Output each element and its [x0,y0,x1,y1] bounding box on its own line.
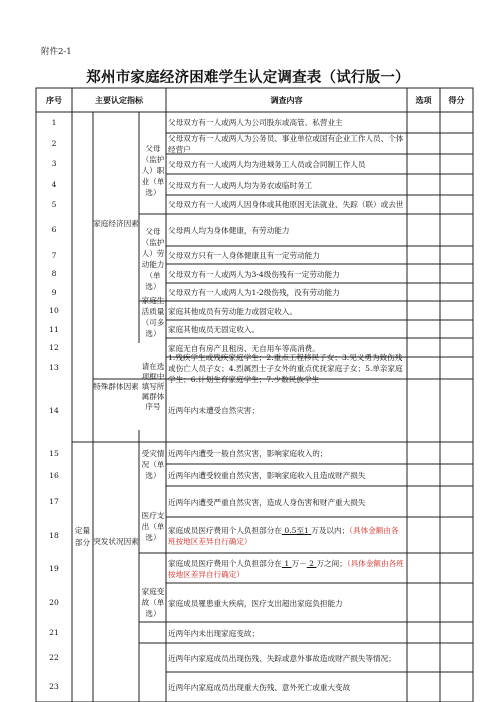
row-content-text: 家庭成员罹患重大疾病，医疗支出超出家庭负担能力 [168,598,343,608]
group-change: 家庭变故（单选） [141,586,165,618]
amount-field: 1 [281,558,292,568]
row-content-text: 近两年内遭受严重自然灾害，造成人身伤害和财产重大损失 [168,497,366,507]
row-content-text: 家庭成员医疗费用个人负担部分在 1 万－ 2 万之间；（具体金额由各班按地区差异自行确定） [168,558,404,579]
row-content-text: 近两年内未出现家庭变故； [168,628,260,638]
amount-field: 2 [306,558,317,568]
group-disaster: 受灾情况（单选） [141,448,165,480]
row-number: 4 [51,180,57,190]
row-number: 17 [49,497,59,507]
row-number: 11 [49,324,59,334]
row-number: 14 [49,405,59,415]
row-content-text: 近两年内家庭成员出现重大伤残、意外死亡或重大变故 [168,682,351,692]
row-content [168,196,406,213]
row-content-text: 父母双方有一人或两人因身体或其他原因无法就业、失踪（联）或去世 [168,200,404,210]
amount-note: （具体金额由各班按地区差异自行确定） [168,558,404,579]
row-number: 20 [49,598,59,608]
amount-note: （具体金额由各班按地区差异自行确定） [168,525,399,546]
row-number: 9 [51,287,57,297]
group-occupation: 父母（监护人）职业（单选） [141,143,165,197]
amount-field: 0.5至1 [281,525,312,535]
group-special-sub: 请在选项框中填写所属群体序号 [141,361,165,411]
row-content [168,247,406,264]
row-content-text: 父母双方只有一人身体健康且有一定劳动能力 [168,251,320,261]
row-content [168,584,406,622]
row-content-text: 父母双方有一人或两人为公务员、事业单位或国有企业工作人员、个体经营户 [168,133,404,154]
row-content-text: 近两年内遭受一般自然灾害，影响家庭收入的； [168,449,328,459]
row-number: 8 [51,269,57,279]
row-content [168,175,406,195]
row-content [168,134,406,154]
attachment-label: 附件2-1 [41,47,72,57]
header-indicator: 主要认定指标 [95,95,143,105]
group-special: 特殊群体因素 [93,381,139,391]
row-content-text: 1.残疾学生或残疾家庭学生；2.重点工程移民子女；3.见义勇为致伤残或伤亡人员子女；4.烈属烈士子女外的重点优抚家庭子女；5.单亲家庭学生；6.计划生育家庭学生；7.少数民族学生 [168,352,403,384]
row-number: 23 [49,682,59,692]
row-number: 12 [49,343,59,353]
row-content [168,284,406,301]
row-number: 13 [49,363,59,373]
group-quant: 定量部分 [74,526,91,547]
row-content-text: 近两年内遭受较重自然灾害，影响家庭收入且造成财产损失 [168,471,366,481]
row-content [168,215,406,246]
header-seq: 序号 [46,95,62,105]
row-content [168,487,406,517]
row-content-text: 近两年内未遭受自然灾害； [168,406,260,416]
row-content [168,644,406,672]
row-content [168,673,406,702]
row-content [168,155,406,175]
group-medical: 医疗支出（单选） [141,510,165,542]
group-labor: 父母（监护人）劳动能力（单选） [141,227,165,291]
row-content [168,302,406,319]
row-content [168,465,406,486]
row-number: 21 [49,628,59,638]
row-content-text: 家庭成员医疗费用个人负担部分在 0.5至1 万及以内；（具体金额由各班按地区差异自行确定） [168,525,399,546]
row-number: 3 [51,159,57,169]
row-number: 16 [49,470,59,480]
row-content [168,518,406,553]
row-content [168,265,406,282]
header-score: 得分 [448,95,465,105]
page-title: 郑州市家庭经济困难学生认定调查表（试行版一） [86,70,410,86]
row-content-text: 家庭其他成员有劳动能力或固定收入。 [168,306,298,316]
group-quality: 家庭生活质量（可多选） [141,296,165,338]
row-content-text: 家庭其他成员无固定收入。 [168,325,260,335]
row-content-text: 父母双方有一人或两人为公司股东或高管、私营业主 [168,118,343,128]
row-content [168,352,406,384]
header-content: 调查内容 [270,95,303,105]
row-content [168,113,406,133]
header-option: 选项 [415,95,432,105]
row-number: 5 [51,199,57,209]
row-content-text: 近两年内家庭成员出现伤残、失踪或意外事故造成财产损失等情况； [168,653,396,663]
row-content-text: 家庭无自有房产且租房、无自用车等高消费。 [168,343,320,353]
group-family-econ: 家庭经济因素 [93,219,139,228]
row-number: 22 [49,653,59,663]
row-content [168,380,406,443]
row-number: 2 [51,138,57,148]
group-sudden: 突发状况因素 [93,537,139,546]
row-content [168,623,406,643]
row-content [168,443,406,464]
row-number: 18 [49,530,59,540]
row-number: 6 [51,225,57,235]
row-number: 15 [49,448,59,458]
row-number: 1 [51,117,57,127]
row-number: 19 [49,563,59,573]
row-number: 10 [49,306,59,316]
row-content [168,321,406,338]
row-content-text: 父母双方有一人或两人为3-4级伤残有一定劳动能力 [168,269,340,279]
row-content-text: 父母双方有一人或两人为1-2级伤残，没有劳动能力 [168,288,340,298]
row-content-text: 父母两人均为身体健康，有劳动能力 [168,225,290,235]
row-content [168,554,406,583]
row-content-text: 父母双方有一人或两人均为进城务工人员或合同制工作人员 [168,159,366,169]
row-number: 7 [51,250,57,260]
row-content-text: 父母双方有一人或两人均为务农或临时务工 [168,180,313,190]
